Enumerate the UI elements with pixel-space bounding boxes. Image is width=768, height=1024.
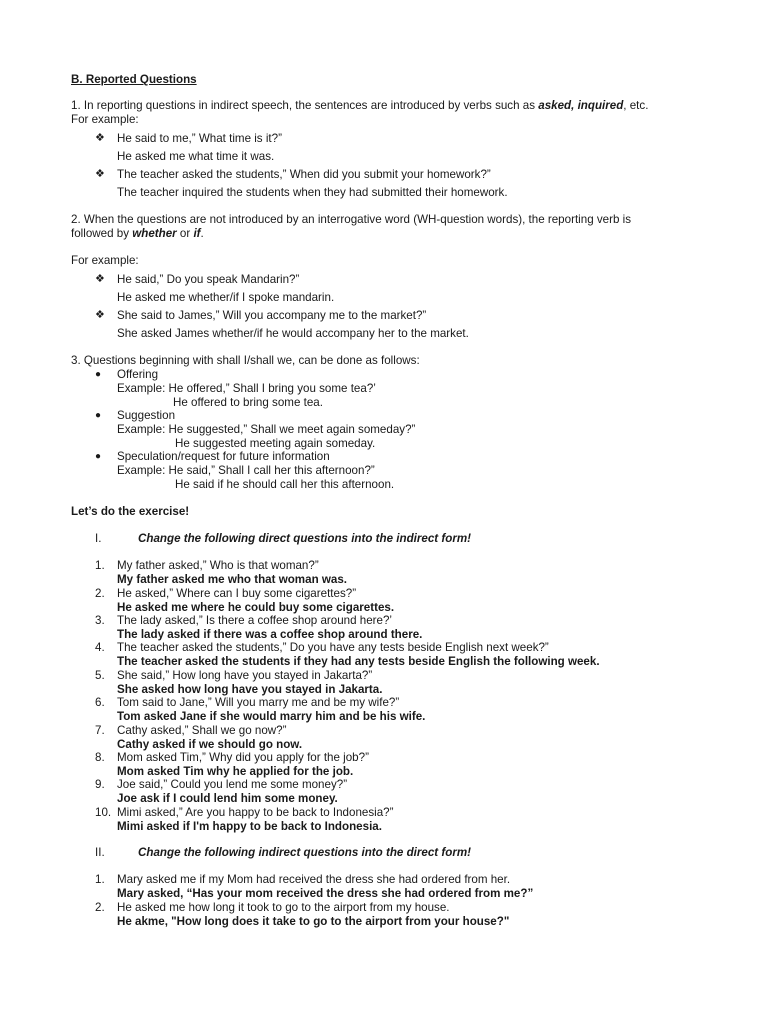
example-indirect: He asked me what time it was. — [117, 150, 275, 163]
example-direct: She said to James,” Will you accompany me to the market?” — [117, 309, 427, 322]
bullet-dot-icon: ● — [95, 410, 102, 421]
point1-for-example: For example: — [71, 113, 139, 126]
item-question: Mom asked Tim,” Why did you apply for the job?” — [117, 751, 369, 764]
item-question: The teacher asked the students,” Do you have any tests beside English next week?” — [117, 641, 549, 654]
example-indirect: The teacher inquired the students when they had submitted their homework. — [117, 186, 508, 199]
item-number: 1. — [95, 873, 105, 886]
item-question: Mary asked me if my Mom had received the dress she had ordered from her. — [117, 873, 511, 886]
point3-result: He offered to bring some tea. — [173, 396, 323, 409]
item-number: 7. — [95, 724, 105, 737]
item-question: Mimi asked,” Are you happy to be back to Indonesia?” — [117, 806, 394, 819]
item-question: Joe said,” Could you lend me some money?” — [117, 778, 348, 791]
point2-if: if — [193, 227, 201, 240]
example-indirect: He asked me whether/if I spoke mandarin. — [117, 291, 335, 304]
section2-instruction: Change the following indirect questions into the direct form! — [138, 846, 472, 859]
example-direct: The teacher asked the students,” When did you submit your homework?” — [117, 168, 491, 181]
item-question: He asked,” Where can I buy some cigarettes?” — [117, 587, 357, 600]
item-answer: Mom asked Tim why he applied for the job. — [117, 765, 354, 778]
point3-example: Example: He offered,” Shall I bring you some tea?’ — [117, 382, 376, 395]
item-answer: Mary asked, “Has your mom received the dress she had ordered from me?” — [117, 887, 534, 900]
point2-or: or — [176, 227, 194, 240]
item-answer: Cathy asked if we should go now. — [117, 738, 303, 751]
item-answer: My father asked me who that woman was. — [117, 573, 348, 586]
point3-example: Example: He said,” Shall I call her this afternoon?” — [117, 464, 375, 477]
example-indirect: She asked James whether/if he would accompany her to the market. — [117, 327, 469, 340]
point3-label: Offering — [117, 368, 159, 381]
point1-lead: 1. In reporting questions in indirect speech, the sentences are introduced by verbs such as — [71, 99, 539, 112]
bullet-dot-icon: ● — [95, 369, 102, 380]
item-number: 3. — [95, 614, 105, 627]
point3-label: Speculation/request for future information — [117, 450, 330, 463]
diamond-bullet-icon: ❖ — [95, 273, 105, 285]
point2-line2 — [71, 227, 204, 241]
point2-followed-by: followed by — [71, 227, 133, 240]
point1-paragraph — [71, 99, 648, 113]
item-answer: She asked how long have you stayed in Jakarta. — [117, 683, 383, 696]
item-answer: The teacher asked the students if they had any tests beside English the following week. — [117, 655, 600, 668]
point3-example: Example: He suggested,” Shall we meet again someday?” — [117, 423, 416, 436]
diamond-bullet-icon: ❖ — [95, 168, 105, 180]
point3-label: Suggestion — [117, 409, 176, 422]
item-question: The lady asked,” Is there a coffee shop around here?’ — [117, 614, 392, 627]
exercise-title: Let’s do the exercise! — [71, 505, 190, 518]
item-question: My father asked,” Who is that woman?” — [117, 559, 319, 572]
example-direct: He said,” Do you speak Mandarin?” — [117, 273, 300, 286]
example-direct: He said to me,” What time is it?” — [117, 132, 282, 145]
point1-tail: , etc. — [623, 99, 649, 112]
item-answer: Joe ask if I could lend him some money. — [117, 792, 338, 805]
item-answer: The lady asked if there was a coffee shop around there. — [117, 628, 423, 641]
item-number: 10. — [95, 806, 112, 819]
item-question: Tom said to Jane,” Will you marry me and be my wife?” — [117, 696, 400, 709]
item-question: She said,” How long have you stayed in Jakarta?” — [117, 669, 373, 682]
point2-for-example: For example: — [71, 254, 139, 267]
item-answer: Tom asked Jane if she would marry him and be his wife. — [117, 710, 426, 723]
diamond-bullet-icon: ❖ — [95, 132, 105, 144]
section-heading: B. Reported Questions — [71, 73, 197, 86]
bullet-dot-icon: ● — [95, 451, 102, 462]
item-answer: He asked me where he could buy some cigarettes. — [117, 601, 395, 614]
item-number: 6. — [95, 696, 105, 709]
item-number: 4. — [95, 641, 105, 654]
point2-period: . — [200, 227, 204, 240]
point3-result: He suggested meeting again someday. — [175, 437, 376, 450]
item-number: 5. — [95, 669, 105, 682]
item-number: 8. — [95, 751, 105, 764]
item-number: 2. — [95, 901, 105, 914]
section1-roman: I. — [95, 532, 102, 545]
point2-whether: whether — [132, 227, 177, 240]
section1-instruction: Change the following direct questions into the indirect form! — [138, 532, 472, 545]
diamond-bullet-icon: ❖ — [95, 309, 105, 321]
item-number: 2. — [95, 587, 105, 600]
item-answer: He akme, "How long does it take to go to the airport from your house?" — [117, 915, 510, 928]
point3-intro: 3. Questions beginning with shall I/shall we, can be done as follows: — [71, 354, 420, 367]
point2-line1: 2. When the questions are not introduced by an interrogative word (WH-question words), the reporting verb is — [71, 213, 632, 226]
item-number: 9. — [95, 778, 105, 791]
point3-result: He said if he should call her this afternoon. — [175, 478, 395, 491]
point1-verbs: asked, inquired — [538, 99, 624, 112]
item-answer: Mimi asked if I'm happy to be back to Indonesia. — [117, 820, 382, 833]
item-number: 1. — [95, 559, 105, 572]
item-question: He asked me how long it took to go to the airport from my house. — [117, 901, 450, 914]
item-question: Cathy asked,” Shall we go now?” — [117, 724, 287, 737]
section2-roman: II. — [95, 846, 105, 859]
